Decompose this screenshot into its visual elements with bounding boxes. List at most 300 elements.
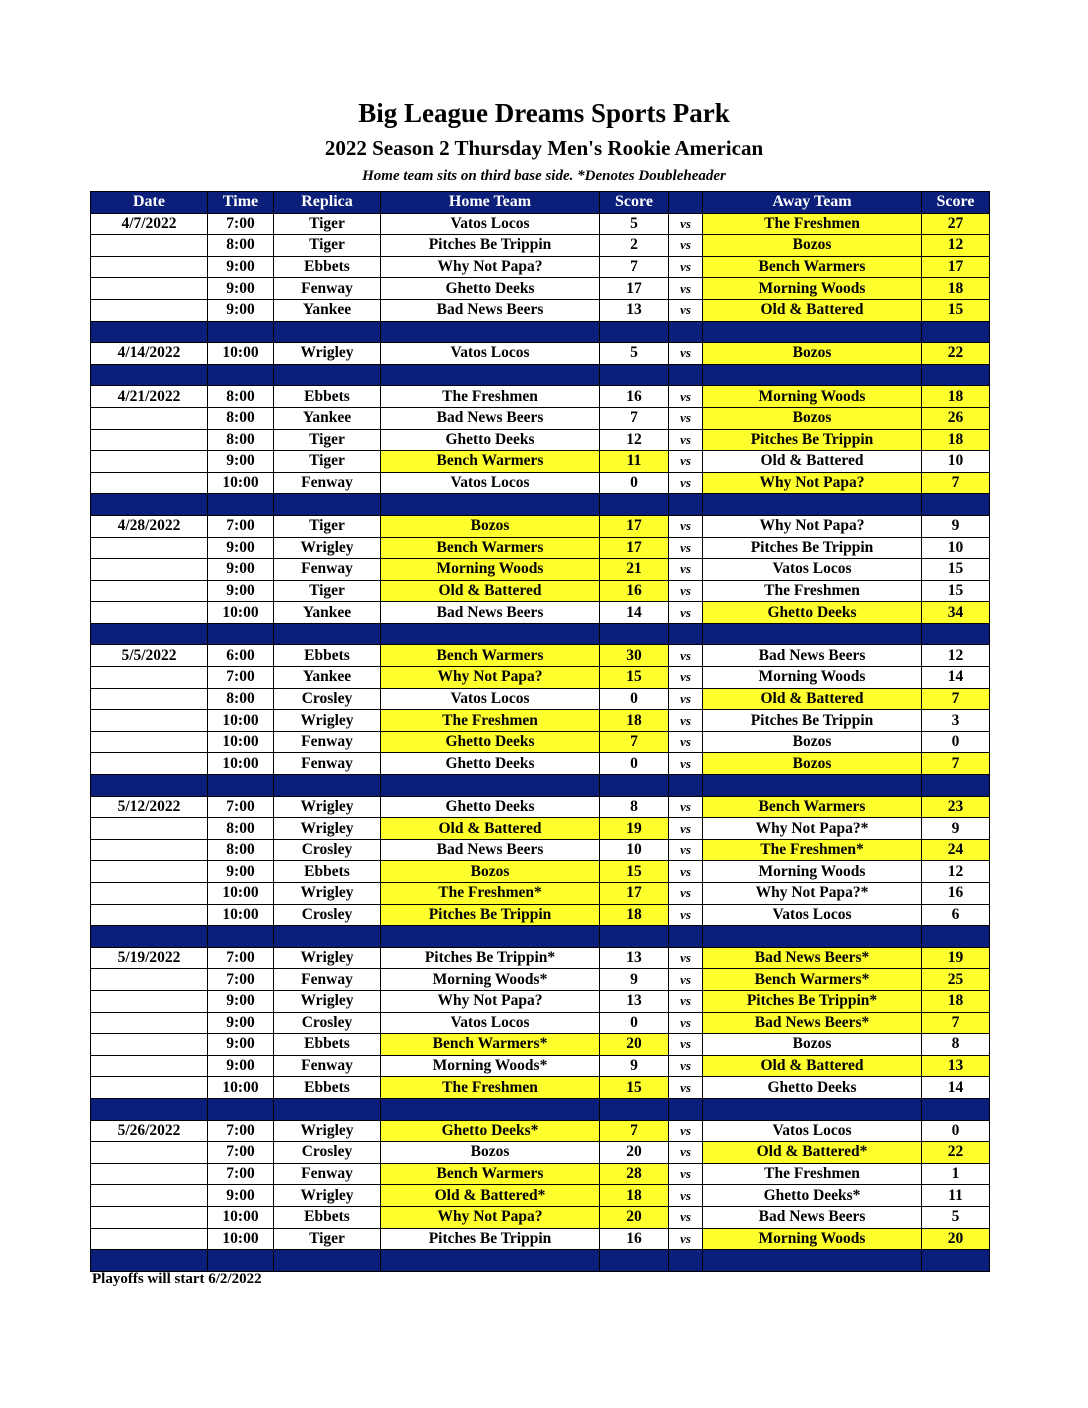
separator-cell	[208, 1098, 274, 1120]
vs-label: vs	[669, 386, 703, 408]
game-row	[91, 990, 990, 1012]
away-team: Bench Warmers	[703, 256, 922, 278]
game-row	[91, 451, 990, 473]
vs-label: vs	[669, 1055, 703, 1077]
game-time: 6:00	[208, 645, 274, 667]
game-replica: Tiger	[274, 451, 381, 473]
separator-cell	[669, 321, 703, 343]
vs-label: vs	[669, 861, 703, 883]
separator-cell	[669, 364, 703, 386]
vs-label: vs	[669, 990, 703, 1012]
vs-label: vs	[669, 731, 703, 753]
away-team: Bozos	[703, 731, 922, 753]
game-row	[91, 299, 990, 321]
vs-label: vs	[669, 515, 703, 537]
vs-label: vs	[669, 1142, 703, 1164]
vs-label: vs	[669, 299, 703, 321]
game-row	[91, 472, 990, 494]
home-team: Vatos Locos	[381, 213, 600, 235]
vs-label: vs	[669, 753, 703, 775]
home-team: Morning Woods	[381, 559, 600, 581]
game-time: 10:00	[208, 731, 274, 753]
separator-cell	[208, 321, 274, 343]
away-team: Bench Warmers	[703, 796, 922, 818]
game-time: 8:00	[208, 407, 274, 429]
game-time: 8:00	[208, 818, 274, 840]
away-score: 11	[922, 1185, 990, 1207]
vs-label: vs	[669, 235, 703, 257]
game-time: 7:00	[208, 1163, 274, 1185]
separator-cell	[91, 926, 208, 948]
game-date	[91, 1055, 208, 1077]
game-replica: Fenway	[274, 1055, 381, 1077]
home-score: 12	[600, 429, 669, 451]
separator-cell	[600, 623, 669, 645]
away-score: 26	[922, 407, 990, 429]
away-team: Morning Woods	[703, 386, 922, 408]
away-team: Old & Battered	[703, 299, 922, 321]
away-team: Old & Battered	[703, 1055, 922, 1077]
home-score: 16	[600, 580, 669, 602]
away-score: 12	[922, 235, 990, 257]
game-date	[91, 278, 208, 300]
game-replica: Ebbets	[274, 861, 381, 883]
vs-label: vs	[669, 645, 703, 667]
home-score: 17	[600, 278, 669, 300]
game-time: 9:00	[208, 861, 274, 883]
vs-label: vs	[669, 1034, 703, 1056]
separator-cell	[208, 623, 274, 645]
game-row	[91, 407, 990, 429]
game-row	[91, 515, 990, 537]
home-score: 16	[600, 386, 669, 408]
game-replica: Tiger	[274, 1228, 381, 1250]
vs-label: vs	[669, 688, 703, 710]
schedule-note: Home team sits on third base side. *Denotes Doubleheader	[362, 168, 726, 184]
separator-cell	[208, 1250, 274, 1272]
game-date	[91, 904, 208, 926]
away-team: Bad News Beers*	[703, 947, 922, 969]
home-score: 18	[600, 710, 669, 732]
game-replica: Wrigley	[274, 796, 381, 818]
game-row	[91, 667, 990, 689]
game-row	[91, 688, 990, 710]
away-team: Why Not Papa?*	[703, 818, 922, 840]
away-score: 23	[922, 796, 990, 818]
game-row	[91, 1055, 990, 1077]
separator-cell	[922, 321, 990, 343]
vs-label: vs	[669, 1185, 703, 1207]
game-time: 9:00	[208, 1185, 274, 1207]
vs-label: vs	[669, 559, 703, 581]
header-away-team: Away Team	[703, 192, 922, 214]
game-time: 8:00	[208, 235, 274, 257]
separator-cell	[381, 1098, 600, 1120]
home-team: Bench Warmers*	[381, 1034, 600, 1056]
game-time: 7:00	[208, 796, 274, 818]
away-team: Morning Woods	[703, 861, 922, 883]
game-row	[91, 883, 990, 905]
vs-label: vs	[669, 602, 703, 624]
game-row	[91, 1120, 990, 1142]
away-team: Bad News Beers	[703, 645, 922, 667]
away-team: Ghetto Deeks	[703, 1077, 922, 1099]
schedule-table	[90, 191, 990, 1272]
away-score: 3	[922, 710, 990, 732]
home-team: Bozos	[381, 515, 600, 537]
home-score: 10	[600, 839, 669, 861]
header-time: Time	[208, 192, 274, 214]
home-team: Ghetto Deeks	[381, 753, 600, 775]
home-team: Bench Warmers	[381, 645, 600, 667]
game-replica: Yankee	[274, 667, 381, 689]
home-score: 20	[600, 1034, 669, 1056]
game-time: 9:00	[208, 559, 274, 581]
home-score: 2	[600, 235, 669, 257]
game-replica: Tiger	[274, 429, 381, 451]
vs-label: vs	[669, 472, 703, 494]
away-score: 7	[922, 1012, 990, 1034]
game-date	[91, 1012, 208, 1034]
game-time: 9:00	[208, 1012, 274, 1034]
game-replica: Wrigley	[274, 947, 381, 969]
separator-cell	[703, 623, 922, 645]
separator-cell	[703, 321, 922, 343]
game-replica: Yankee	[274, 299, 381, 321]
game-row	[91, 1012, 990, 1034]
away-team: Morning Woods	[703, 667, 922, 689]
vs-label: vs	[669, 213, 703, 235]
away-score: 1	[922, 1163, 990, 1185]
separator-cell	[600, 494, 669, 516]
away-team: Bench Warmers*	[703, 969, 922, 991]
vs-label: vs	[669, 343, 703, 365]
separator-cell	[381, 623, 600, 645]
separator-cell	[91, 364, 208, 386]
game-date	[91, 1228, 208, 1250]
game-replica: Wrigley	[274, 990, 381, 1012]
away-score: 18	[922, 429, 990, 451]
home-team: Bozos	[381, 1142, 600, 1164]
game-date	[91, 818, 208, 840]
away-score: 34	[922, 602, 990, 624]
separator-cell	[91, 1098, 208, 1120]
game-row	[91, 796, 990, 818]
home-score: 11	[600, 451, 669, 473]
game-replica: Ebbets	[274, 386, 381, 408]
home-team: Vatos Locos	[381, 472, 600, 494]
away-score: 15	[922, 580, 990, 602]
home-score: 0	[600, 753, 669, 775]
week-separator	[91, 623, 990, 645]
game-date	[91, 883, 208, 905]
away-team: Morning Woods	[703, 1228, 922, 1250]
game-date	[91, 1163, 208, 1185]
game-date: 5/26/2022	[91, 1120, 208, 1142]
separator-cell	[669, 1250, 703, 1272]
away-team: Vatos Locos	[703, 559, 922, 581]
game-row	[91, 1163, 990, 1185]
game-replica: Fenway	[274, 1163, 381, 1185]
vs-label: vs	[669, 1012, 703, 1034]
game-row	[91, 645, 990, 667]
vs-label: vs	[669, 667, 703, 689]
away-score: 18	[922, 990, 990, 1012]
game-date	[91, 731, 208, 753]
away-score: 25	[922, 969, 990, 991]
separator-cell	[274, 926, 381, 948]
vs-label: vs	[669, 407, 703, 429]
away-score: 22	[922, 1142, 990, 1164]
away-score: 15	[922, 299, 990, 321]
separator-cell	[91, 1250, 208, 1272]
away-team: Why Not Papa?*	[703, 883, 922, 905]
home-score: 7	[600, 1120, 669, 1142]
away-team: The Freshmen*	[703, 839, 922, 861]
game-row	[91, 947, 990, 969]
game-replica: Tiger	[274, 235, 381, 257]
game-time: 10:00	[208, 1077, 274, 1099]
separator-cell	[600, 1098, 669, 1120]
separator-cell	[703, 775, 922, 797]
home-team: Bad News Beers	[381, 299, 600, 321]
vs-label: vs	[669, 451, 703, 473]
away-team: Why Not Papa?	[703, 515, 922, 537]
header-date: Date	[91, 192, 208, 214]
game-time: 10:00	[208, 710, 274, 732]
home-score: 0	[600, 472, 669, 494]
separator-cell	[381, 321, 600, 343]
page-subtitle: 2022 Season 2 Thursday Men's Rookie American	[324, 136, 764, 160]
game-row	[91, 278, 990, 300]
separator-cell	[381, 926, 600, 948]
away-team: The Freshmen	[703, 1163, 922, 1185]
game-row	[91, 1228, 990, 1250]
game-time: 8:00	[208, 386, 274, 408]
week-separator	[91, 926, 990, 948]
separator-cell	[274, 321, 381, 343]
separator-cell	[208, 364, 274, 386]
home-score: 30	[600, 645, 669, 667]
game-date	[91, 710, 208, 732]
home-team: Vatos Locos	[381, 1012, 600, 1034]
header-replica: Replica	[274, 192, 381, 214]
vs-label: vs	[669, 1206, 703, 1228]
game-row	[91, 256, 990, 278]
game-time: 9:00	[208, 1034, 274, 1056]
game-time: 10:00	[208, 904, 274, 926]
away-team: Ghetto Deeks*	[703, 1185, 922, 1207]
game-replica: Tiger	[274, 515, 381, 537]
vs-label: vs	[669, 429, 703, 451]
game-replica: Wrigley	[274, 710, 381, 732]
game-date: 4/28/2022	[91, 515, 208, 537]
away-team: Bozos	[703, 235, 922, 257]
separator-cell	[381, 775, 600, 797]
home-score: 15	[600, 667, 669, 689]
away-team: Bozos	[703, 343, 922, 365]
game-replica: Wrigley	[274, 1185, 381, 1207]
week-separator	[91, 1250, 990, 1272]
game-row	[91, 602, 990, 624]
week-separator	[91, 775, 990, 797]
game-date	[91, 256, 208, 278]
game-time: 7:00	[208, 1120, 274, 1142]
vs-label: vs	[669, 580, 703, 602]
game-date	[91, 839, 208, 861]
separator-cell	[669, 926, 703, 948]
game-date	[91, 753, 208, 775]
home-team: Vatos Locos	[381, 688, 600, 710]
away-score: 19	[922, 947, 990, 969]
home-score: 13	[600, 299, 669, 321]
vs-label: vs	[669, 1120, 703, 1142]
game-replica: Crosley	[274, 1142, 381, 1164]
home-team: The Freshmen*	[381, 883, 600, 905]
away-team: Old & Battered	[703, 688, 922, 710]
away-score: 10	[922, 537, 990, 559]
home-score: 15	[600, 861, 669, 883]
home-team: Bad News Beers	[381, 602, 600, 624]
separator-cell	[274, 494, 381, 516]
away-team: Ghetto Deeks	[703, 602, 922, 624]
game-row	[91, 753, 990, 775]
game-date	[91, 1142, 208, 1164]
home-score: 20	[600, 1206, 669, 1228]
away-team: The Freshmen	[703, 213, 922, 235]
game-time: 7:00	[208, 1142, 274, 1164]
home-score: 20	[600, 1142, 669, 1164]
vs-label: vs	[669, 883, 703, 905]
home-score: 17	[600, 883, 669, 905]
game-replica: Ebbets	[274, 1077, 381, 1099]
game-date	[91, 451, 208, 473]
away-team: The Freshmen	[703, 580, 922, 602]
separator-cell	[922, 364, 990, 386]
home-score: 28	[600, 1163, 669, 1185]
home-score: 7	[600, 731, 669, 753]
separator-cell	[922, 494, 990, 516]
game-replica: Fenway	[274, 969, 381, 991]
game-date: 4/7/2022	[91, 213, 208, 235]
home-score: 13	[600, 947, 669, 969]
separator-cell	[274, 775, 381, 797]
game-row	[91, 343, 990, 365]
game-date	[91, 1206, 208, 1228]
separator-cell	[91, 623, 208, 645]
game-date	[91, 537, 208, 559]
away-score: 18	[922, 278, 990, 300]
game-replica: Crosley	[274, 1012, 381, 1034]
away-score: 20	[922, 1228, 990, 1250]
separator-cell	[922, 623, 990, 645]
game-time: 7:00	[208, 947, 274, 969]
separator-cell	[600, 775, 669, 797]
game-time: 9:00	[208, 256, 274, 278]
home-score: 7	[600, 256, 669, 278]
home-team: Pitches Be Trippin*	[381, 947, 600, 969]
game-date: 5/12/2022	[91, 796, 208, 818]
away-score: 7	[922, 472, 990, 494]
home-team: Old & Battered	[381, 818, 600, 840]
week-separator	[91, 1098, 990, 1120]
away-score: 13	[922, 1055, 990, 1077]
away-score: 18	[922, 386, 990, 408]
home-score: 18	[600, 904, 669, 926]
vs-label: vs	[669, 969, 703, 991]
separator-cell	[669, 1098, 703, 1120]
separator-cell	[274, 623, 381, 645]
separator-cell	[274, 1250, 381, 1272]
away-score: 7	[922, 753, 990, 775]
away-score: 14	[922, 667, 990, 689]
home-score: 18	[600, 1185, 669, 1207]
separator-cell	[703, 926, 922, 948]
away-team: Morning Woods	[703, 278, 922, 300]
away-team: Bad News Beers	[703, 1206, 922, 1228]
game-row	[91, 235, 990, 257]
home-score: 21	[600, 559, 669, 581]
vs-label: vs	[669, 947, 703, 969]
game-time: 10:00	[208, 602, 274, 624]
separator-cell	[669, 623, 703, 645]
away-score: 10	[922, 451, 990, 473]
away-score: 6	[922, 904, 990, 926]
footer-note: Playoffs will start 6/2/2022	[92, 1271, 262, 1287]
away-score: 17	[922, 256, 990, 278]
week-separator	[91, 494, 990, 516]
game-date	[91, 1185, 208, 1207]
home-score: 0	[600, 1012, 669, 1034]
game-date	[91, 969, 208, 991]
game-replica: Ebbets	[274, 645, 381, 667]
game-replica: Tiger	[274, 213, 381, 235]
separator-cell	[208, 926, 274, 948]
game-row	[91, 904, 990, 926]
game-row	[91, 818, 990, 840]
game-row	[91, 731, 990, 753]
game-replica: Crosley	[274, 904, 381, 926]
home-score: 9	[600, 969, 669, 991]
game-date	[91, 299, 208, 321]
game-date	[91, 1034, 208, 1056]
home-team: Pitches Be Trippin	[381, 235, 600, 257]
home-team: Bench Warmers	[381, 451, 600, 473]
game-replica: Wrigley	[274, 818, 381, 840]
home-team: Ghetto Deeks	[381, 278, 600, 300]
separator-cell	[600, 1250, 669, 1272]
game-time: 7:00	[208, 515, 274, 537]
game-time: 9:00	[208, 580, 274, 602]
game-replica: Fenway	[274, 559, 381, 581]
away-score: 12	[922, 645, 990, 667]
home-team: Pitches Be Trippin	[381, 1228, 600, 1250]
home-team: The Freshmen	[381, 1077, 600, 1099]
home-team: Pitches Be Trippin	[381, 904, 600, 926]
separator-cell	[600, 926, 669, 948]
away-team: Pitches Be Trippin*	[703, 990, 922, 1012]
game-row	[91, 1077, 990, 1099]
game-date: 5/19/2022	[91, 947, 208, 969]
away-score: 0	[922, 731, 990, 753]
away-score: 27	[922, 213, 990, 235]
game-time: 10:00	[208, 1206, 274, 1228]
home-team: Bench Warmers	[381, 537, 600, 559]
home-score: 17	[600, 537, 669, 559]
away-score: 12	[922, 861, 990, 883]
away-score: 22	[922, 343, 990, 365]
separator-cell	[381, 364, 600, 386]
